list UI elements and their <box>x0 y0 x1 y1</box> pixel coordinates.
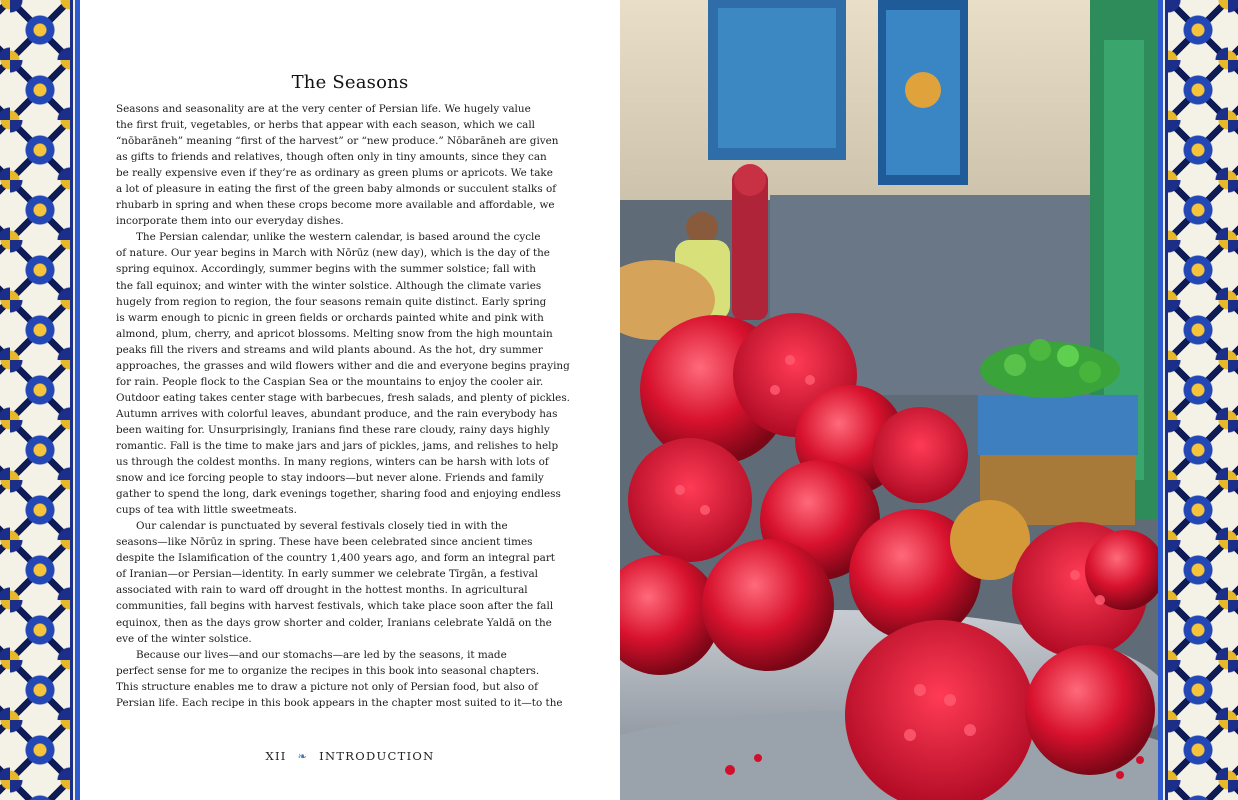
text-line: seasons—like Nōrūz in spring. These have been celebrated since ancient times <box>116 536 533 549</box>
text-line: as gifts to friends and relatives, though often only in tiny amounts, since they can <box>116 151 547 164</box>
text-line: equinox, then as the days grow shorter and colder, Iranians celebrate Yaldā on the <box>116 616 552 629</box>
text-line: Our calendar is punctuated by several festivals closely tied in with the <box>136 520 508 533</box>
text-line: peaks fill the rivers and streams and wild plants abound. As the hot, dry summer <box>116 343 543 356</box>
text-line: perfect sense for me to organize the recipes in this book into seasonal chapters. <box>116 664 540 677</box>
text-line: for rain. People flock to the Caspian Sea or the mountains to enjoy the cooler air. <box>116 375 544 388</box>
text-line: the fall equinox; and winter with the winter solstice. Although the climate varies <box>116 279 542 292</box>
text-line: of nature. Our year begins in March with Nōrūz (new day), which is the day of the <box>116 247 550 260</box>
text-line: of Iranian—or Persian—identity. In early summer we celebrate Tīrgān, a festival <box>116 568 539 581</box>
text-line: hugely from region to region, the four seasons remain quite distinct. Early spring <box>116 295 547 308</box>
text-line: snow and ice forcing people to stay indoors—but never alone. Friends and family <box>116 472 544 485</box>
text-line: This structure enables me to draw a picture not only of Persian food, but also of <box>116 680 538 693</box>
text-line: is warm enough to picnic in green fields or orchards painted white and pink with <box>116 311 544 324</box>
left-tile-border <box>0 0 80 800</box>
text-line: romantic. Fall is the time to make jars and jars of pickles, jams, and relishes to help <box>116 439 559 452</box>
section-name: INTRODUCTION <box>319 749 435 763</box>
page-number: XII <box>265 749 287 763</box>
page-footer <box>80 749 620 763</box>
text-line: been waiting for. Unsurprisingly, Iranians find these rare cloudy, rainy days highly <box>116 423 550 436</box>
text-line: gather to spend the long, dark evenings together, sharing food and enjoying endless <box>116 488 561 501</box>
text-line: associated with rain to ward off drought in the hottest months. In agricultural <box>116 584 528 597</box>
leaf-icon: ❧ <box>297 750 309 763</box>
text-line: almond, plum, cherry, and apricot blossoms. Melting snow from the high mountain <box>116 327 553 340</box>
text-line: The Persian calendar, unlike the western calendar, is based around the cycle <box>136 231 541 244</box>
text-line: incorporate them into our everyday dishes. <box>116 215 344 228</box>
text-line: Autumn arrives with colorful leaves, abundant produce, and the rain everybody has <box>116 407 558 420</box>
text-line: rhubarb in spring and when these crops become more available and affordable, we <box>116 199 555 212</box>
text-line: Outdoor eating takes center stage with barbecues, fresh salads, and plenty of pickles. <box>116 391 570 404</box>
text-line: Persian life. Each recipe in this book appears in the chapter most suited to it—to the <box>116 696 563 709</box>
text-line: a lot of pleasure in eating the first of the green baby almonds or succulent stalks of <box>116 183 557 196</box>
text-line: despite the Islamification of the country 1,400 years ago, and form an integral part <box>116 552 555 565</box>
right-tile-border <box>1158 0 1238 800</box>
text-page <box>80 0 620 800</box>
text-line: Because our lives—and our stomachs—are led by the seasons, it made <box>136 648 507 661</box>
text-line: us through the coldest months. In many regions, winters can be harsh with lots of <box>116 456 549 469</box>
text-line: the first fruit, vegetables, or herbs that appear with each season, which we call <box>116 119 535 132</box>
body-text <box>116 101 582 711</box>
text-line: approaches, the grasses and wild flowers wither and die and everyone begins praying <box>116 359 570 372</box>
pomegranate-photo <box>620 0 1158 800</box>
text-line: spring equinox. Accordingly, summer begins with the summer solstice; fall with <box>116 263 536 276</box>
page-title: The Seasons <box>291 72 409 93</box>
text-line: be really expensive even if they’re as ordinary as green plums or apricots. We take <box>116 167 553 180</box>
text-line: “nōbarāneh” meaning “first of the harvest” or “new produce.” Nōbarāneh are given <box>116 135 559 148</box>
text-line: Seasons and seasonality are at the very center of Persian life. We hugely value <box>116 103 531 115</box>
text-line: communities, fall begins with harvest festivals, which take place soon after the fall <box>116 600 554 613</box>
text-line: cups of tea with little sweetmeats. <box>116 504 297 517</box>
text-line: eve of the winter solstice. <box>116 632 252 645</box>
